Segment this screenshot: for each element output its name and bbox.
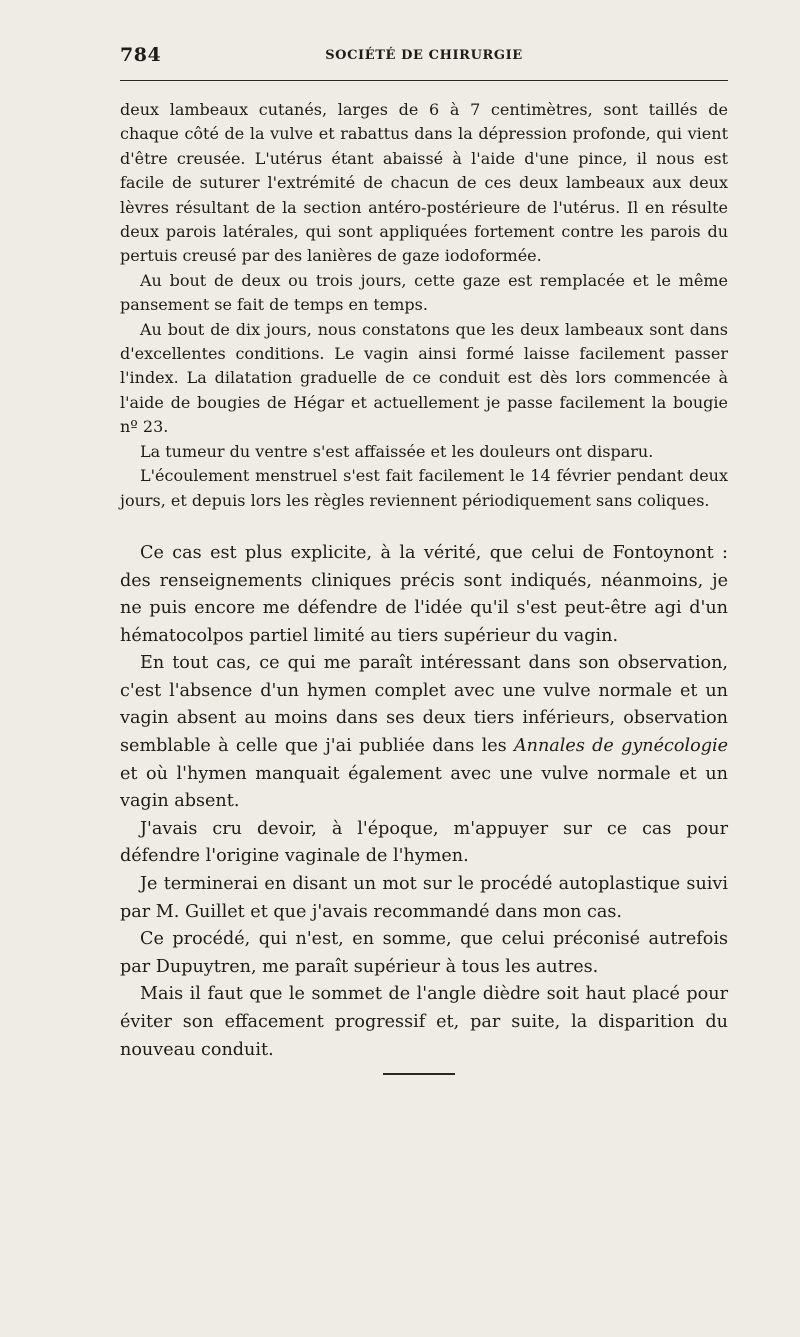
case-paragraph: Au bout de dix jours, nous constatons que les deux lambeaux sont dans d'excellentes conditions. Le vagin ainsi formé laisse facilement passer l'index. La dilatation graduelle de ce conduit est dès lors commencée à l'aide de bougies de Hégar et actuellement je passe facilement la bougie nº 23.: [120, 319, 728, 437]
page-number: 784: [120, 44, 162, 66]
journal-title: Annales de gynécologie: [513, 736, 728, 757]
commentary-paragraph: [120, 650, 728, 816]
header-rule: [120, 80, 728, 81]
running-title: SOCIÉTÉ DE CHIRURGIE: [325, 48, 523, 63]
commentary-paragraph: Ce cas est plus explicite, à la vérité, que celui de Fontoynont : des renseignements cliniques précis sont indiqués, néanmoins, je ne puis encore me défendre de l'idée qu'il s'est peut-être agi d'un hématocolpos partiel limité au tiers supérieur du vagin.: [120, 542, 728, 646]
case-paragraph: deux lambeaux cutanés, larges de 6 à 7 centimètres, sont taillés de chaque côté de la vulve et rabattus dans la dépression profonde, qui vient d'être creusée. L'utérus étant abaissé à l'aide d'une pince, il nous est facile de suturer l'extrémité de chacun de ces deux lambeaux aux deux lèvres résultant de la section antéro-postérieure de l'utérus. Il en résulte deux parois latérales, qui sont appliquées fortement contre les parois du pertuis creusé par des lanières de gaze iodoformée.: [120, 100, 728, 266]
commentary-paragraph: Ce procédé, qui n'est, en somme, que celui préconisé autrefois par Dupuytren, me paraît supérieur à tous les autres.: [120, 929, 728, 977]
commentary-paragraph: J'avais cru devoir, à l'époque, m'appuyer sur ce cas pour défendre l'origine vaginale de l'hymen.: [120, 818, 728, 867]
case-paragraph: Au bout de deux ou trois jours, cette gaze est remplacée et le même pansement se fait de temps en temps.: [120, 270, 728, 315]
case-paragraph: L'écoulement menstruel s'est fait facilement le 14 février pendant deux jours, et depuis lors les règles reviennent périodiquement sans coliques.: [120, 466, 728, 510]
case-paragraph: La tumeur du ventre s'est affaissée et les douleurs ont disparu.: [140, 441, 654, 461]
page-header: [120, 42, 728, 70]
commentary-text: En tout cas, ce qui me paraît intéressant dans son observation, c'est l'absence d'un hymen complet avec une vulve normale et un vagin absent au moins dans ses deux tiers inférieurs, observation semblable à celle que j'ai publiée dans les: [120, 653, 728, 757]
commentary-paragraph: Mais il faut que le sommet de l'angle dièdre soit haut placé pour éviter son effacement progressif et, par suite, la disparition du nouveau conduit.: [120, 984, 728, 1060]
commentary-paragraph: Je terminerai en disant un mot sur le procédé autoplastique suivi par M. Guillet et que j'avais recommandé dans mon cas.: [120, 874, 728, 922]
commentary-text: et où l'hymen manquait également avec une vulve normale et un vagin absent.: [120, 763, 728, 812]
end-rule: [383, 1073, 455, 1075]
case-report: [120, 98, 728, 513]
commentary: [120, 540, 728, 1064]
body-text: [120, 98, 728, 1064]
